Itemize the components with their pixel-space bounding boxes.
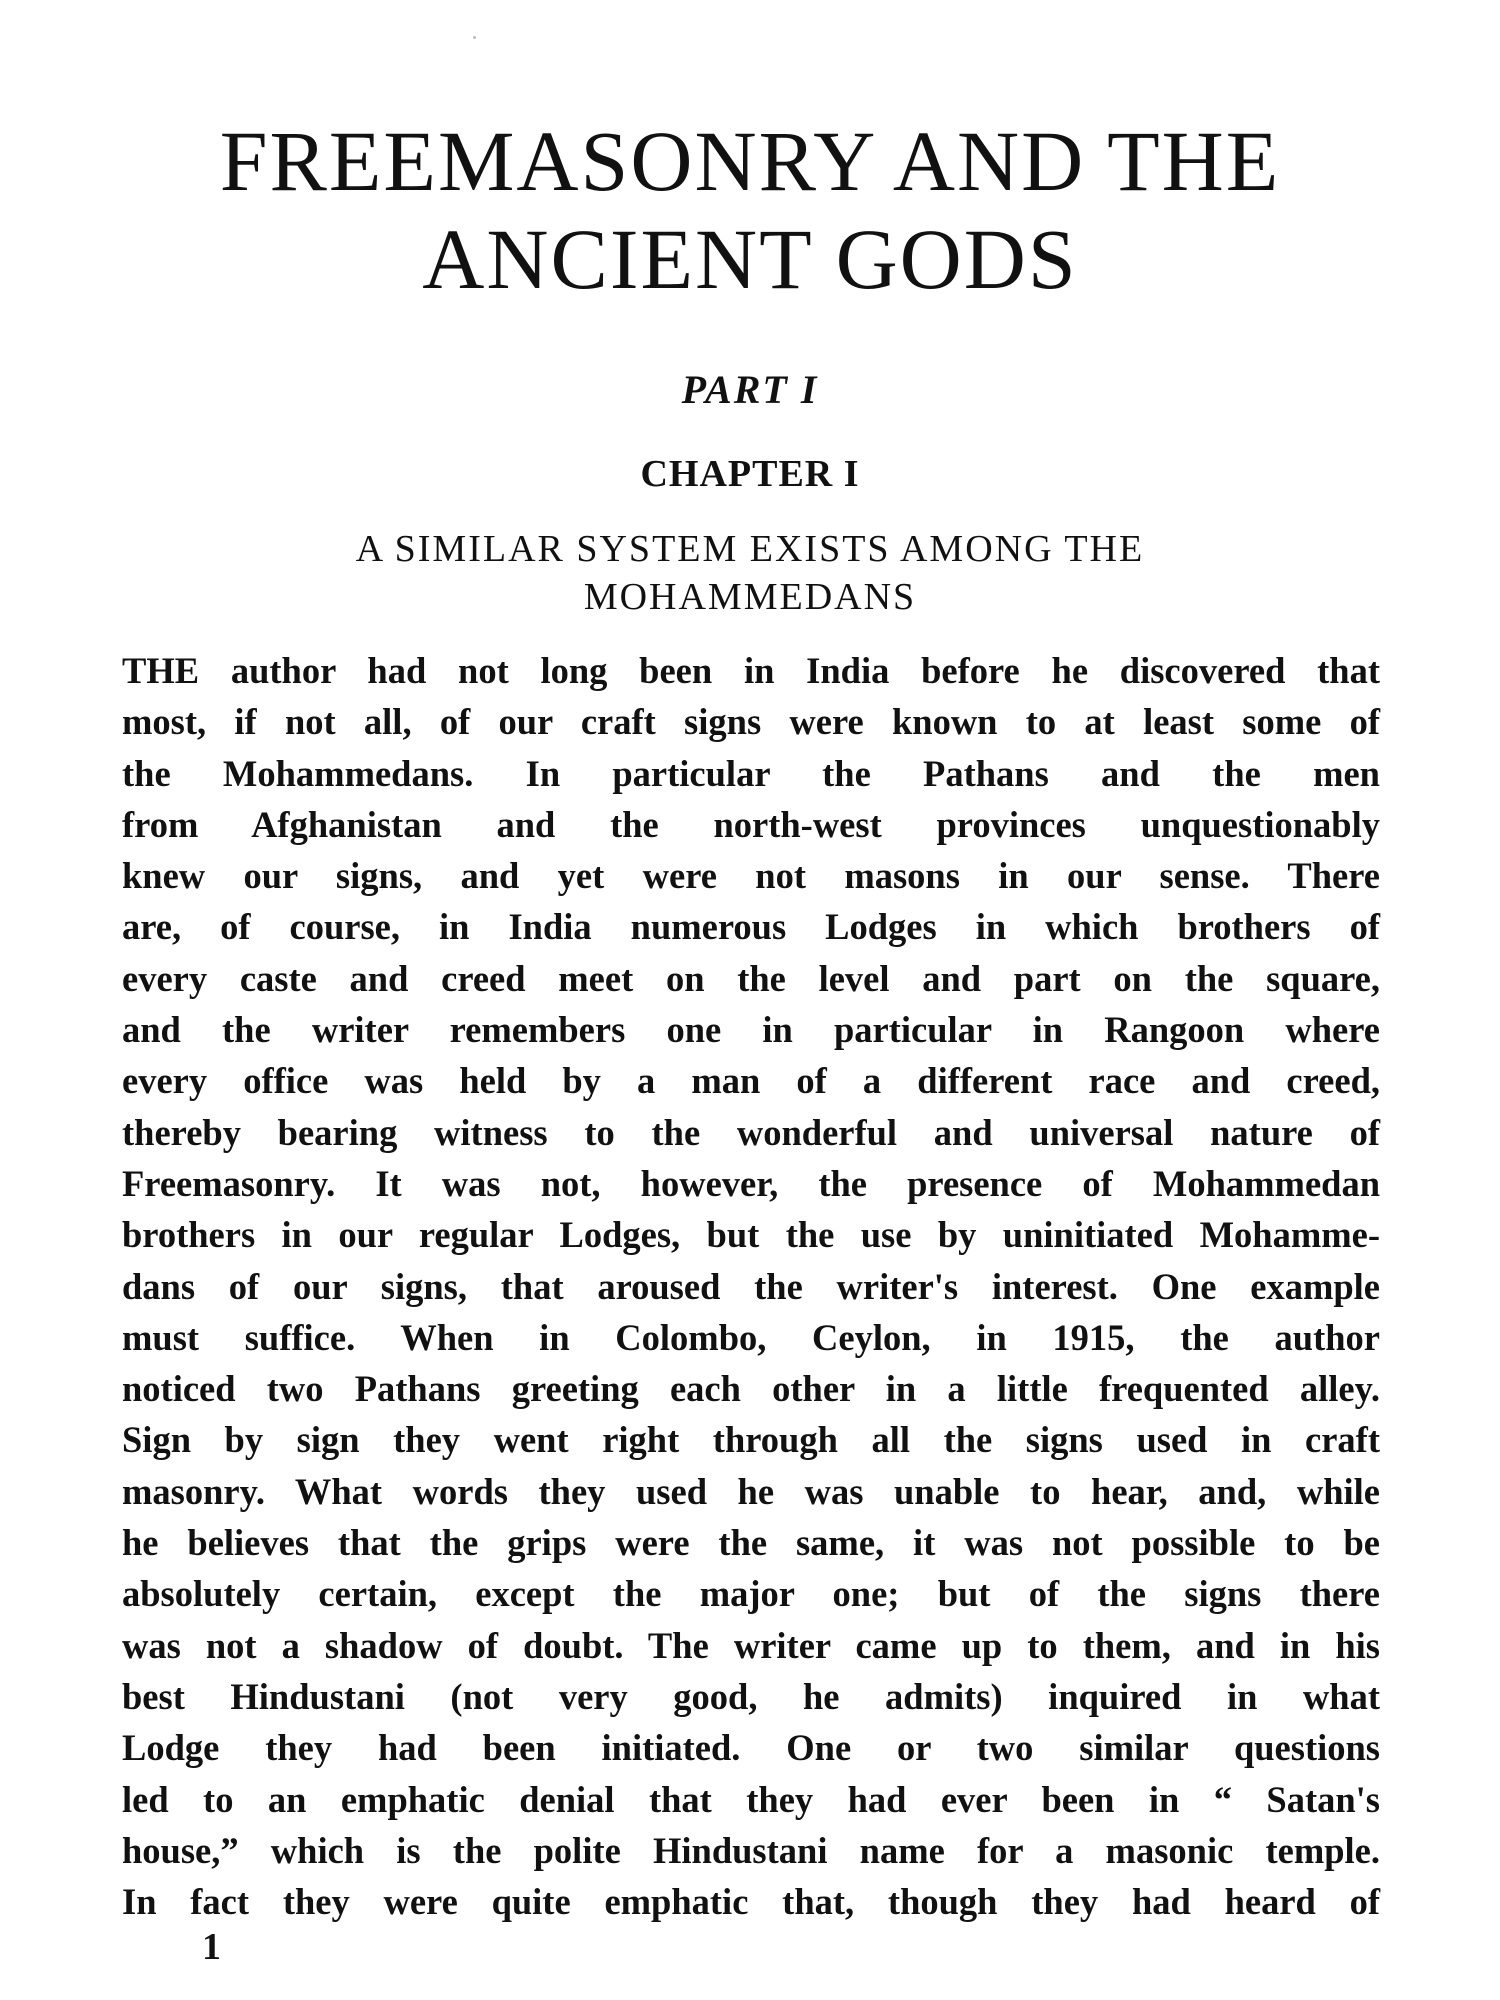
- text-line: brothers in our regular Lodges, but the use by uninitiated Mohamme-: [122, 1214, 1380, 1256]
- chapter-title-line-2: MOHAMMEDANS: [583, 576, 917, 618]
- text-line: dans of our signs, that aroused the writer's interest. One example: [122, 1265, 1380, 1307]
- text-line: was not a shadow of doubt. The writer came up to them, and in his: [122, 1624, 1380, 1666]
- chapter-title: [0, 525, 1500, 621]
- part-heading: PART I: [681, 367, 819, 412]
- text-line: the Mohammedans. In particular the Pathans and the men: [122, 752, 1380, 794]
- text-line: from Afghanistan and the north-west provinces unquestionably: [122, 803, 1380, 845]
- page-number: 1: [202, 1926, 221, 1968]
- text-line: house,” which is the polite Hindustani name for a masonic temple.: [122, 1829, 1380, 1871]
- book-title-line-1: FREEMASONRY AND THE: [219, 113, 1281, 209]
- text-line: Lodge they had been initiated. One or two similar questions: [122, 1727, 1380, 1769]
- text-line: most, if not all, of our craft signs were known to at least some of: [122, 701, 1380, 743]
- book-title: [0, 112, 1500, 308]
- text-line: every office was held by a man of a different race and creed,: [122, 1060, 1380, 1102]
- text-line: he believes that the grips were the same, it was not possible to be: [122, 1522, 1380, 1564]
- text-line: THE author had not long been in India before he discovered that: [122, 650, 1380, 691]
- chapter-heading: CHAPTER I: [640, 453, 860, 495]
- text-line: In fact they were quite emphatic that, though they had heard of: [122, 1881, 1380, 1923]
- text-line: must suffice. When in Colombo, Ceylon, in 1915, the author: [122, 1316, 1380, 1358]
- chapter-title-line-1: A SIMILAR SYSTEM EXISTS AMONG THE: [355, 528, 1145, 570]
- body-paragraph: [122, 645, 1380, 1927]
- text-line: Sign by sign they went right through all the signs used in craft: [122, 1419, 1380, 1461]
- paper-speck: [473, 36, 476, 39]
- text-line: Freemasonry. It was not, however, the presence of Mohammedan: [122, 1162, 1380, 1204]
- text-line: every caste and creed meet on the level and part on the square,: [122, 957, 1380, 999]
- text-line: and the writer remembers one in particular in Rangoon where: [122, 1009, 1380, 1051]
- text-line: best Hindustani (not very good, he admits) inquired in what: [122, 1675, 1380, 1717]
- text-line: noticed two Pathans greeting each other in a little frequented alley.: [122, 1368, 1380, 1410]
- text-line: knew our signs, and yet were not masons in our sense. There: [122, 855, 1380, 897]
- text-line: led to an emphatic denial that they had ever been in “ Satan's: [122, 1778, 1380, 1820]
- book-title-line-2: ANCIENT GODS: [422, 211, 1078, 307]
- text-line: are, of course, in India numerous Lodges in which brothers of: [122, 906, 1380, 948]
- text-line: thereby bearing witness to the wonderful and universal nature of: [122, 1111, 1380, 1153]
- text-line: absolutely certain, except the major one; but of the signs there: [122, 1573, 1380, 1615]
- text-line: masonry. What words they used he was unable to hear, and, while: [122, 1470, 1380, 1512]
